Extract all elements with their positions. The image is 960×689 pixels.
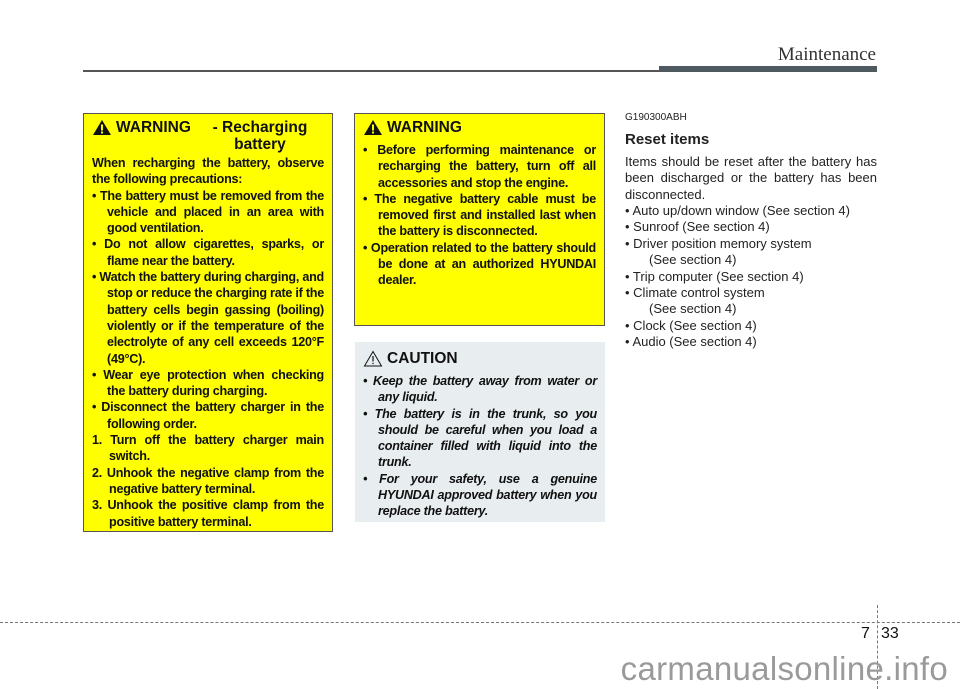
list-item: • Disconnect the battery charger in the following order. (92, 400, 324, 431)
list-item (625, 236, 877, 269)
watermark: carmanualsonline.info (620, 650, 948, 687)
list-item: • Wear eye protection when checking the battery during charging. (92, 367, 324, 399)
item-label: • Audio (See section 4) (625, 334, 757, 350)
section-title: Maintenance (777, 44, 876, 65)
warning-intro: When recharging the battery, observe the following precautions: (92, 156, 324, 187)
list-item: • Before performing maintenance or recharging the battery, turn off all accessories and stop the engine. (363, 143, 596, 190)
list-item (625, 334, 877, 350)
caution-box (355, 342, 605, 522)
list-item: • The negative battery cable must be removed first and installed last when the battery is disconnected. (363, 191, 596, 239)
warning-subtitle: - Recharging battery (212, 119, 308, 153)
section-heading: Reset items (625, 131, 710, 149)
list-item: • The battery is in the trunk, so you should be careful when you load a container filled with liquid into the trunk. (363, 406, 597, 470)
item-reference: (See section 4) (649, 301, 737, 317)
list-item (625, 219, 877, 235)
warning-box (354, 113, 605, 326)
item-reference: (See section 4) (649, 252, 737, 268)
list-item: • Operation related to the battery should be done at an authorized HYUNDAI dealer. (363, 240, 596, 288)
reset-items-section (625, 110, 877, 351)
item-label: • Auto up/down window (See section 4) (625, 203, 850, 219)
step-item: 2. Unhook the negative clamp from the negative battery terminal. (92, 465, 324, 496)
list-item (625, 318, 877, 334)
chapter-number: 7 (861, 625, 870, 642)
header-bar (659, 66, 877, 72)
warning-title: WARNING (387, 119, 462, 136)
page-number: 33 (881, 625, 899, 642)
step-item: 3. Unhook the positive clamp from the positive battery terminal. (92, 498, 324, 529)
list-item (625, 203, 877, 219)
caution-triangle-icon (363, 350, 387, 371)
item-label: • Climate control system (625, 285, 765, 301)
list-item: • For your safety, use a genuine HYUNDAI approved battery when you replace the battery. (363, 471, 597, 519)
item-label: • Clock (See section 4) (625, 317, 757, 333)
item-label: • Driver position memory system (625, 235, 812, 251)
warning-recharging-box (83, 113, 333, 532)
step-item: 1. Turn off the battery charger main switch. (92, 433, 324, 464)
caution-title: CAUTION (387, 350, 458, 367)
warning-triangle-icon (363, 119, 387, 140)
section-intro: Items should be reset after the battery has been discharged or the battery has been disconnected. (625, 153, 877, 202)
section-code: G190300ABH (625, 112, 687, 123)
list-item: • Watch the battery during charging, and stop or reduce the charging rate if the battery cells begin gassing (boiling) violently or if the temperature of the electrolyte of any cell exceeds 120°F (49°C). (92, 270, 324, 366)
list-item: • The battery must be removed from the vehicle and placed in an area with good ventilation. (92, 188, 324, 236)
list-item (625, 285, 877, 318)
list-item: • Do not allow cigarettes, sparks, or flame near the battery. (92, 237, 324, 268)
warning-title: WARNING (116, 119, 191, 136)
list-item: • Keep the battery away from water or any liquid. (363, 374, 597, 405)
item-label: • Sunroof (See section 4) (625, 219, 770, 235)
list-item (625, 269, 877, 285)
item-label: • Trip computer (See section 4) (625, 268, 804, 284)
warning-triangle-icon (92, 119, 116, 140)
footer-divider (0, 622, 960, 623)
